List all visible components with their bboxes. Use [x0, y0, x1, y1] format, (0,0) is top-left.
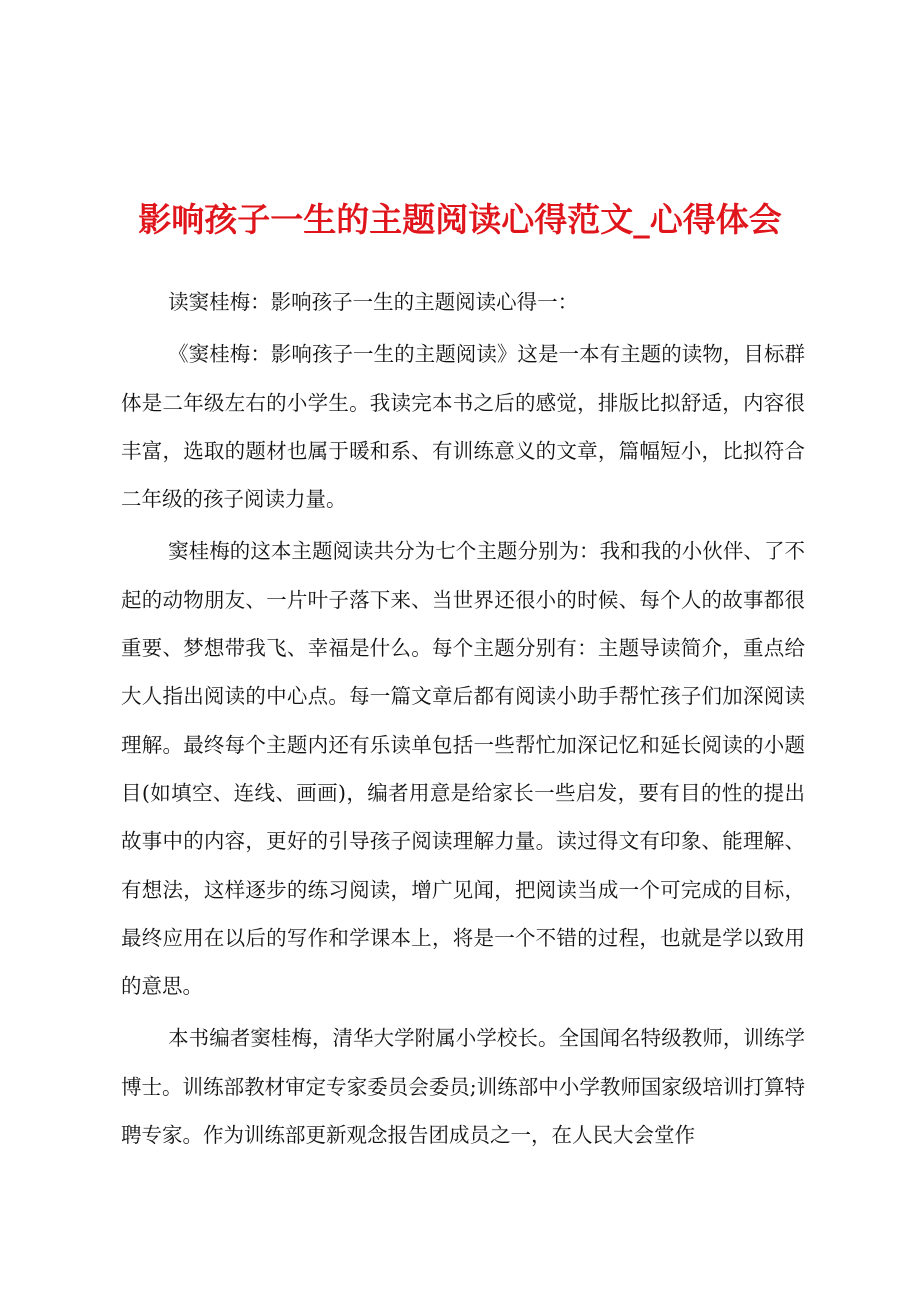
document-body	[121, 278, 805, 1159]
paragraph-author-bio: 本书编者窦桂梅，清华大学附属小学校长。全国闻名特级教师，训练学博士。训练部教材审定专家委员会委员;训练部中小学教师国家级培训打算特聘专家。作为训练部更新观念报告团成员之一，在人民大会堂作	[121, 1026, 805, 1148]
paragraph-intro-heading: 读窦桂梅：影响孩子一生的主题阅读心得一：	[168, 290, 579, 314]
document-title: 影响孩子一生的主题阅读心得范文_心得体会	[138, 200, 782, 239]
paragraph-book-overview: 《窦桂梅：影响孩子一生的主题阅读》这是一本有主题的读物，目标群体是二年级左右的小学生。我读完本书之后的感觉，排版比拟舒适，内容很丰富，选取的题材也属于暖和系、有训练意义的文章，篇幅短小，比拟符合二年级的孩子阅读力量。	[121, 342, 805, 512]
paragraph-book-themes: 窦桂梅的这本主题阅读共分为七个主题分别为：我和我的小伙伴、了不起的动物朋友、一片叶子落下来、当世界还很小的时候、每个人的故事都很重要、梦想带我飞、幸福是什么。每个主题分别有：主题导读简介，重点给大人指出阅读的中心点。每一篇文章后都有阅读小助手帮忙孩子们加深阅读理解。最终每个主题内还有乐读单包括一些帮忙加深记忆和延长阅读的小题目(如填空、连线、画画)，编者用意是给家长一些启发，要有目的性的提出故事中的内容，更好的引导孩子阅读理解力量。读过得文有印象、能理解、有想法，这样逐步的练习阅读，增广见闻，把阅读当成一个可完成的目标，最终应用在以后的写作和学课本上，将是一个不错的过程，也就是学以致用的意思。	[121, 539, 805, 999]
